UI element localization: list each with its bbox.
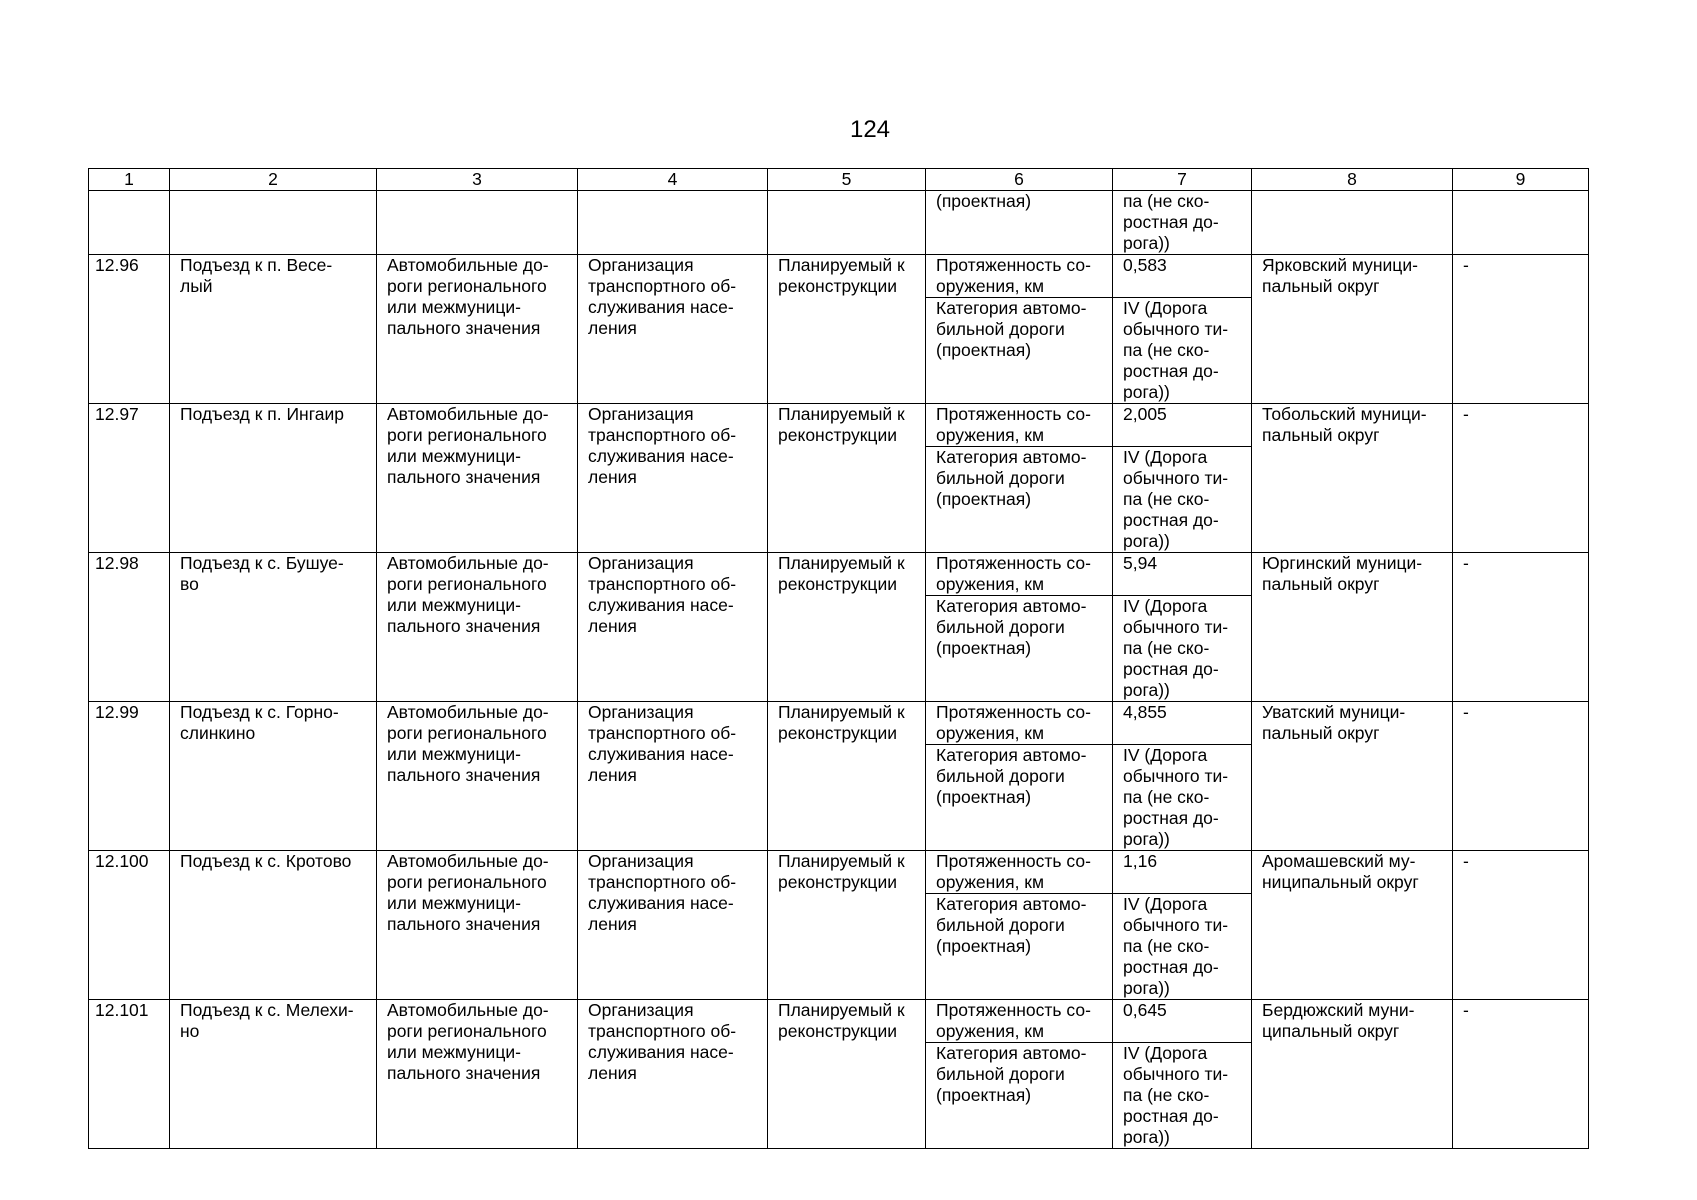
object-purpose: Организация транспортного об- служивания насе- ления: [578, 702, 768, 851]
value-category: IV (Дорога обычного ти- па (не ско- ростная до- рога)): [1113, 447, 1252, 553]
zone-value: -: [1453, 404, 1589, 553]
object-type: Автомобильные до- роги регионального или межмуници- пального значения: [377, 553, 578, 702]
object-name: Подъезд к с. Бушуе- во: [170, 553, 377, 702]
parameter-length: Протяженность со- оружения, км: [926, 1000, 1113, 1043]
object-status: Планируемый к реконструкции: [768, 553, 926, 702]
continuation-cell: [768, 191, 926, 255]
object-location: Уватский муници- пальный округ: [1252, 702, 1453, 851]
value-length: 2,005: [1113, 404, 1252, 447]
value-length: 4,855: [1113, 702, 1252, 745]
object-location: Юргинский муници- пальный округ: [1252, 553, 1453, 702]
object-name: Подъезд к с. Горно- слинкино: [170, 702, 377, 851]
object-purpose: Организация транспортного об- служивания насе- ления: [578, 851, 768, 1000]
zone-value: -: [1453, 851, 1589, 1000]
column-header-4: 4: [578, 169, 768, 191]
continuation-cell: [1252, 191, 1453, 255]
value-category: IV (Дорога обычного ти- па (не ско- ростная до- рога)): [1113, 596, 1252, 702]
parameter-category: Категория автомо- бильной дороги (проектная): [926, 298, 1113, 404]
row-number: 12.98: [89, 553, 170, 702]
value-length: 5,94: [1113, 553, 1252, 596]
object-location: Тобольский муници- пальный округ: [1252, 404, 1453, 553]
object-status: Планируемый к реконструкции: [768, 702, 926, 851]
table-row: [89, 1000, 1589, 1043]
object-purpose: Организация транспортного об- служивания насе- ления: [578, 404, 768, 553]
zone-value: -: [1453, 255, 1589, 404]
object-status: Планируемый к реконструкции: [768, 404, 926, 553]
continuation-cell: [377, 191, 578, 255]
parameter-category: Категория автомо- бильной дороги (проектная): [926, 1043, 1113, 1149]
continuation-row: [89, 191, 1589, 255]
continuation-parameter: (проектная): [926, 191, 1113, 255]
object-name: Подъезд к с. Мелехи- но: [170, 1000, 377, 1149]
table-row: [89, 404, 1589, 447]
header-row: [89, 169, 1589, 191]
column-header-3: 3: [377, 169, 578, 191]
object-purpose: Организация транспортного об- служивания насе- ления: [578, 255, 768, 404]
parameter-length: Протяженность со- оружения, км: [926, 255, 1113, 298]
object-status: Планируемый к реконструкции: [768, 255, 926, 404]
row-number: 12.100: [89, 851, 170, 1000]
object-location: Аромашевский му- ниципальный округ: [1252, 851, 1453, 1000]
parameter-category: Категория автомо- бильной дороги (проектная): [926, 447, 1113, 553]
parameter-length: Протяженность со- оружения, км: [926, 404, 1113, 447]
column-header-7: 7: [1113, 169, 1252, 191]
table-row: [89, 553, 1589, 596]
continuation-cell: [578, 191, 768, 255]
value-category: IV (Дорога обычного ти- па (не ско- ростная до- рога)): [1113, 1043, 1252, 1149]
parameter-length: Протяженность со- оружения, км: [926, 702, 1113, 745]
value-category: IV (Дорога обычного ти- па (не ско- ростная до- рога)): [1113, 745, 1252, 851]
zone-value: -: [1453, 702, 1589, 851]
column-header-9: 9: [1453, 169, 1589, 191]
table-row: [89, 702, 1589, 745]
row-number: 12.99: [89, 702, 170, 851]
value-length: 1,16: [1113, 851, 1252, 894]
column-header-6: 6: [926, 169, 1113, 191]
parameter-length: Протяженность со- оружения, км: [926, 851, 1113, 894]
object-purpose: Организация транспортного об- служивания насе- ления: [578, 553, 768, 702]
parameter-category: Категория автомо- бильной дороги (проектная): [926, 596, 1113, 702]
column-header-5: 5: [768, 169, 926, 191]
value-category: IV (Дорога обычного ти- па (не ско- ростная до- рога)): [1113, 298, 1252, 404]
object-name: Подъезд к п. Весе- лый: [170, 255, 377, 404]
value-length: 0,583: [1113, 255, 1252, 298]
table-row: [89, 255, 1589, 298]
continuation-cell: [89, 191, 170, 255]
row-number: 12.97: [89, 404, 170, 553]
row-number: 12.96: [89, 255, 170, 404]
table-row: [89, 851, 1589, 894]
continuation-value: па (не ско- ростная до- рога)): [1113, 191, 1252, 255]
zone-value: -: [1453, 1000, 1589, 1149]
page-number: 124: [849, 116, 891, 143]
object-location: Бердюжский муни- ципальный округ: [1252, 1000, 1453, 1149]
value-category: IV (Дорога обычного ти- па (не ско- ростная до- рога)): [1113, 894, 1252, 1000]
object-type: Автомобильные до- роги регионального или межмуници- пального значения: [377, 851, 578, 1000]
column-header-2: 2: [170, 169, 377, 191]
object-type: Автомобильные до- роги регионального или межмуници- пального значения: [377, 255, 578, 404]
column-header-8: 8: [1252, 169, 1453, 191]
object-name: Подъезд к п. Ингаир: [170, 404, 377, 553]
table-body: [89, 169, 1589, 1149]
column-header-1: 1: [89, 169, 170, 191]
object-status: Планируемый к реконструкции: [768, 1000, 926, 1149]
object-location: Ярковский муници- пальный округ: [1252, 255, 1453, 404]
object-type: Автомобильные до- роги регионального или межмуници- пального значения: [377, 404, 578, 553]
objects-table: [88, 168, 1589, 1149]
continuation-cell: [1453, 191, 1589, 255]
parameter-category: Категория автомо- бильной дороги (проектная): [926, 894, 1113, 1000]
object-type: Автомобильные до- роги регионального или межмуници- пального значения: [377, 702, 578, 851]
value-length: 0,645: [1113, 1000, 1252, 1043]
object-status: Планируемый к реконструкции: [768, 851, 926, 1000]
row-number: 12.101: [89, 1000, 170, 1149]
object-purpose: Организация транспортного об- служивания насе- ления: [578, 1000, 768, 1149]
continuation-cell: [170, 191, 377, 255]
object-type: Автомобильные до- роги регионального или межмуници- пального значения: [377, 1000, 578, 1149]
zone-value: -: [1453, 553, 1589, 702]
parameter-category: Категория автомо- бильной дороги (проектная): [926, 745, 1113, 851]
parameter-length: Протяженность со- оружения, км: [926, 553, 1113, 596]
object-name: Подъезд к с. Кротово: [170, 851, 377, 1000]
